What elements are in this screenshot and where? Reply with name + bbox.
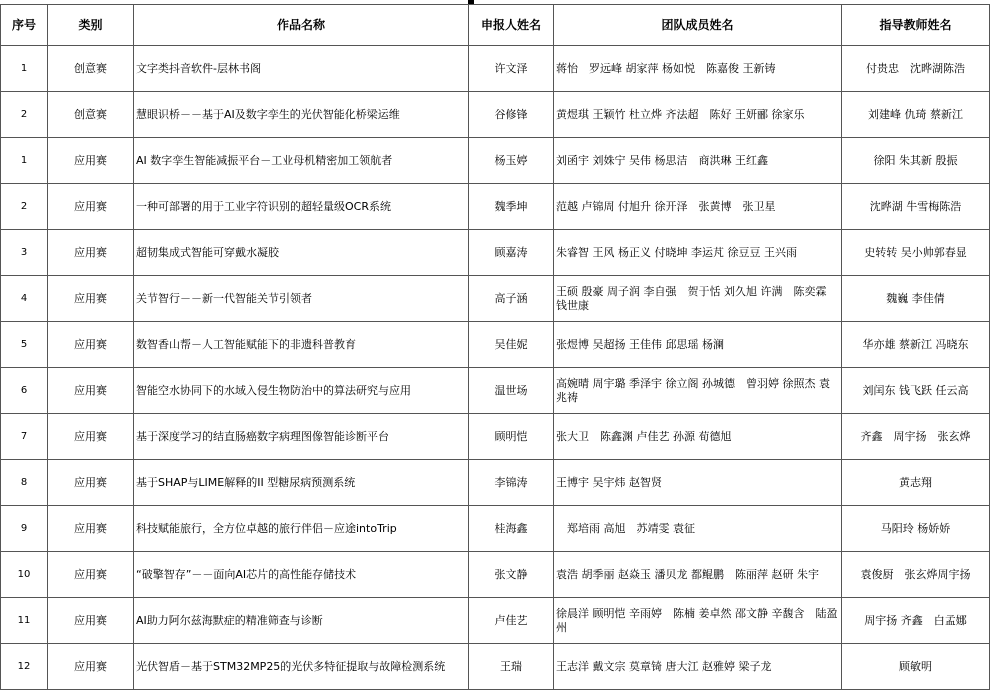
cell-category: 应用赛 <box>48 322 134 368</box>
cell-title: AI 数字孪生智能减振平台－工业母机精密加工领航者 <box>134 138 469 184</box>
cell-members: 朱睿智 王风 杨正义 付晓坤 李运芃 徐豆豆 王兴雨 <box>554 230 842 276</box>
cell-category: 应用赛 <box>48 368 134 414</box>
header-title: 作品名称 <box>134 5 469 46</box>
cell-no: 9 <box>1 506 48 552</box>
cell-advisors: 徐阳 朱其新 殷振 <box>842 138 990 184</box>
cell-members: 张大卫 陈鑫渊 卢佳艺 孙源 荀德旭 <box>554 414 842 460</box>
table-row <box>1 276 990 322</box>
cell-advisors: 华亦雄 蔡新江 冯晓东 <box>842 322 990 368</box>
cell-applicant: 杨玉婷 <box>469 138 554 184</box>
table-row <box>1 92 990 138</box>
table-row <box>1 138 990 184</box>
cell-advisors: 付贵忠 沈晔湖陈浩 <box>842 46 990 92</box>
cell-title: 超韧集成式智能可穿戴水凝胶 <box>134 230 469 276</box>
cell-no: 10 <box>1 552 48 598</box>
cell-no: 2 <box>1 184 48 230</box>
cell-advisors: 齐鑫 周宇扬 张玄烨 <box>842 414 990 460</box>
cell-title: 慧眼识桥－－基于AI及数字孪生的光伏智能化桥梁运维 <box>134 92 469 138</box>
cell-no: 1 <box>1 46 48 92</box>
cell-category: 应用赛 <box>48 644 134 690</box>
cell-advisors: 史转转 吴小帅郭春显 <box>842 230 990 276</box>
cell-members: 王博宇 吴宇炜 赵智贤 <box>554 460 842 506</box>
table-row <box>1 506 990 552</box>
award-table <box>0 4 990 690</box>
cell-applicant: 桂海鑫 <box>469 506 554 552</box>
cell-applicant: 卢佳艺 <box>469 598 554 644</box>
cell-title: 光伏智盾－基于STM32MP25的光伏多特征提取与故障检测系统 <box>134 644 469 690</box>
cell-members: 郑培雨 高旭 苏靖雯 袁征 <box>554 506 842 552</box>
cell-title: 智能空水协同下的水域入侵生物防治中的算法研究与应用 <box>134 368 469 414</box>
cell-applicant: 张文静 <box>469 552 554 598</box>
cell-category: 创意赛 <box>48 46 134 92</box>
cell-category: 应用赛 <box>48 598 134 644</box>
cell-applicant: 魏季坤 <box>469 184 554 230</box>
cell-no: 7 <box>1 414 48 460</box>
cell-no: 8 <box>1 460 48 506</box>
cell-category: 应用赛 <box>48 230 134 276</box>
table-row <box>1 46 990 92</box>
cell-advisors: 刘建峰 仇琦 蔡新江 <box>842 92 990 138</box>
cell-category: 应用赛 <box>48 414 134 460</box>
cell-title: 文字类抖音软件-层林书阁 <box>134 46 469 92</box>
cell-category: 应用赛 <box>48 276 134 322</box>
cell-applicant: 许文泽 <box>469 46 554 92</box>
table-row <box>1 322 990 368</box>
cell-members: 范越 卢锦周 付旭升 徐开泽 张黄博 张卫星 <box>554 184 842 230</box>
cell-category: 创意赛 <box>48 92 134 138</box>
cell-no: 3 <box>1 230 48 276</box>
cell-members: 徐晨洋 顾明恺 辛雨婷 陈楠 姜卓然 邵文静 辛馥含 陆盈州 <box>554 598 842 644</box>
table-row <box>1 644 990 690</box>
header-advisors: 指导教师姓名 <box>842 5 990 46</box>
cell-title: 数智香山帮－人工智能赋能下的非遗科普教育 <box>134 322 469 368</box>
cell-category: 应用赛 <box>48 460 134 506</box>
cell-applicant: 王瑞 <box>469 644 554 690</box>
table-row <box>1 460 990 506</box>
cell-applicant: 李锦涛 <box>469 460 554 506</box>
table-row <box>1 598 990 644</box>
cell-members: 蒋怡 罗远峰 胡家萍 杨如悦 陈嘉俊 王新铸 <box>554 46 842 92</box>
cell-no: 11 <box>1 598 48 644</box>
header-no: 序号 <box>1 5 48 46</box>
cell-advisors: 马阳玲 杨娇娇 <box>842 506 990 552</box>
cell-applicant: 顾明恺 <box>469 414 554 460</box>
header-row <box>1 5 990 46</box>
cell-title: 基于深度学习的结直肠癌数字病理图像智能诊断平台 <box>134 414 469 460</box>
cell-title: 一种可部署的用于工业字符识别的超轻量级OCR系统 <box>134 184 469 230</box>
header-category: 类别 <box>48 5 134 46</box>
header-members: 团队成员姓名 <box>554 5 842 46</box>
table-row <box>1 414 990 460</box>
table-row <box>1 230 990 276</box>
cell-advisors: 沈晔湖 牛雪梅陈浩 <box>842 184 990 230</box>
cell-advisors: 袁俊厨 张玄烨周宇扬 <box>842 552 990 598</box>
cell-no: 5 <box>1 322 48 368</box>
cell-no: 4 <box>1 276 48 322</box>
cell-advisors: 魏巍 李佳倩 <box>842 276 990 322</box>
cell-applicant: 吴佳妮 <box>469 322 554 368</box>
cell-members: 张煜博 吴超扬 王佳伟 邱思瑶 杨澜 <box>554 322 842 368</box>
table-row <box>1 184 990 230</box>
cell-no: 2 <box>1 92 48 138</box>
cell-no: 6 <box>1 368 48 414</box>
cell-applicant: 谷修锋 <box>469 92 554 138</box>
cell-members: 王硕 殷豪 周子润 李自强 贺于恬 刘久旭 许满 陈奕霖 钱世康 <box>554 276 842 322</box>
cell-title: “破擎智存”－－面向AI芯片的高性能存储技术 <box>134 552 469 598</box>
cell-applicant: 高子涵 <box>469 276 554 322</box>
cell-title: 科技赋能旅行，全方位卓越的旅行伴侣－应途intoTrip <box>134 506 469 552</box>
table-row <box>1 368 990 414</box>
cell-title: 基于SHAP与LIME解释的II 型糖尿病预测系统 <box>134 460 469 506</box>
cell-category: 应用赛 <box>48 506 134 552</box>
cell-category: 应用赛 <box>48 138 134 184</box>
cell-no: 1 <box>1 138 48 184</box>
cell-category: 应用赛 <box>48 552 134 598</box>
cell-applicant: 温世场 <box>469 368 554 414</box>
cell-members: 袁浩 胡季丽 赵焱玉 潘贝龙 都鲲鹏 陈丽萍 赵研 朱宇 <box>554 552 842 598</box>
cell-advisors: 刘闰东 钱飞跃 任云高 <box>842 368 990 414</box>
cell-members: 黄煜琪 王颖竹 杜立烨 齐法超 陈好 王妍郦 徐家乐 <box>554 92 842 138</box>
table-row <box>1 552 990 598</box>
cell-members: 王志洋 戴文宗 莫章锜 唐大江 赵雅婷 梁子龙 <box>554 644 842 690</box>
cell-advisors: 顾敏明 <box>842 644 990 690</box>
cell-members: 刘函宇 刘姝宁 吴伟 杨思洁 商洪琳 王红鑫 <box>554 138 842 184</box>
cell-title: AI助力阿尔兹海默症的精准筛查与诊断 <box>134 598 469 644</box>
cell-category: 应用赛 <box>48 184 134 230</box>
cell-no: 12 <box>1 644 48 690</box>
cell-advisors: 周宇扬 齐鑫 白孟娜 <box>842 598 990 644</box>
cell-advisors: 黄志翔 <box>842 460 990 506</box>
cell-members: 高婉晴 周宇璐 季泽宇 徐立阁 孙城德 曾羽婷 徐照杰 袁兆祷 <box>554 368 842 414</box>
header-applicant: 申报人姓名 <box>469 5 554 46</box>
cell-applicant: 顾嘉涛 <box>469 230 554 276</box>
cell-title: 关节智行－－新一代智能关节引领者 <box>134 276 469 322</box>
